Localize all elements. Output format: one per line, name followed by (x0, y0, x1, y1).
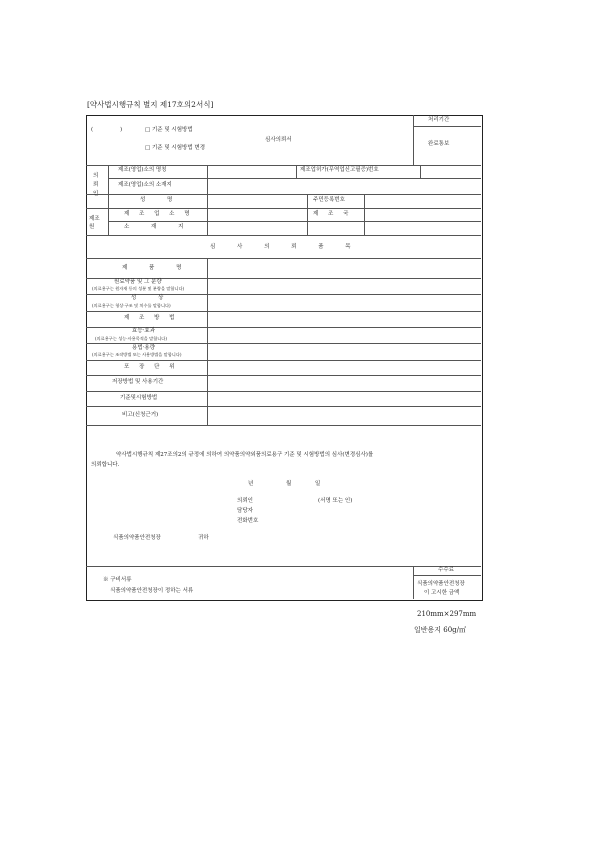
fee-value-line1: 식품의약품안전청장 (417, 581, 465, 587)
item-label-ingredients: 원료약품 및 그 분량 (114, 279, 162, 285)
packaging-input[interactable] (208, 361, 480, 374)
item-label-appearance: 성 상 (131, 295, 174, 301)
manufacturing-input[interactable] (208, 312, 480, 326)
docs-line: 식품의약품안전청장이 정하는 서류 (110, 588, 194, 594)
field-label-license-number: 제조업허가(무역업신고필증)번호 (300, 167, 379, 173)
footer-paper-type: 일반용지 60g/㎡ (414, 626, 467, 634)
remarks-input[interactable] (208, 407, 480, 424)
divider (413, 566, 414, 599)
item-label-manufacturing: 제 조 방 법 (124, 315, 179, 321)
form-header-title: [약사법시행규칙 별지 제17호의2서식] (87, 100, 214, 109)
divider (296, 165, 297, 178)
storage-input[interactable] (208, 376, 480, 390)
test-method-input[interactable] (208, 392, 480, 405)
divider (86, 235, 481, 236)
efficacy-input[interactable] (208, 328, 480, 342)
period-value: 완료통보 (428, 141, 450, 147)
item-note-appearance: (의료용구는 형상·구조 및 치수를 말합니다) (92, 303, 171, 308)
divider (413, 115, 414, 165)
item-label-remarks: 비고(신청근거) (122, 412, 159, 418)
item-note-efficacy: (의료용구는 성능·사용목적을 말합니다) (95, 336, 167, 341)
checkbox-standard-test-change[interactable]: □ 기준 및 시험방법 변경 (145, 145, 206, 151)
form-title: 심사의뢰서 (265, 137, 292, 143)
item-note-dosage: (의료용구는 조작방법 또는 사용방법을 말합니다) (92, 352, 182, 357)
paren-open: ( (91, 127, 94, 133)
docs-heading: ※ 구비서류 (103, 577, 132, 583)
fee-label: 수수료 (438, 567, 454, 573)
business-name-input[interactable] (208, 166, 295, 177)
period-label: 처리기간 (428, 117, 450, 123)
license-number-input[interactable] (421, 166, 480, 177)
date-day-label: 일 (315, 481, 321, 487)
applicant-side-label: 의뢰인 (93, 173, 99, 197)
item-label-packaging: 포 장 단 위 (124, 364, 179, 370)
divider (86, 566, 481, 567)
item-note-ingredients: (의료용구는 원자재 등의 성분 및 분량을 말합니다) (92, 286, 185, 291)
divider (108, 165, 109, 208)
paren-close: ) (120, 127, 123, 133)
signer-applicant-label: 의뢰인 (237, 498, 253, 504)
item-label-product-name: 제 품 명 (122, 265, 192, 271)
date-year-label: 년 (248, 481, 254, 487)
signer-person-label: 담당자 (237, 508, 253, 514)
addressee: 식품의약품안전청장 (113, 535, 161, 541)
item-label-dosage: 용법·용량 (132, 345, 156, 351)
maker-country-input[interactable] (365, 209, 480, 220)
divider (413, 575, 481, 576)
maker-name-input[interactable] (208, 209, 306, 220)
statement-line2: 의뢰합니다. (91, 462, 120, 468)
field-label-business-name: 제조(영업)소의 명칭 (118, 167, 167, 173)
item-label-test-method: 기준및시험방법 (120, 395, 158, 401)
statement-line1: 약사법시행규칙 제27조의2의 규정에 의하여 의약품의약외품의료용구 기준 및 시험방법의 심사(변경심사)를 (116, 452, 374, 458)
field-label-business-address: 제조(영업)소의 소재지 (118, 182, 172, 188)
name-input[interactable] (208, 195, 306, 207)
field-label-resident-number: 주민등록번호 (313, 197, 345, 203)
field-label-maker-address: 소 재 지 (124, 224, 194, 230)
checkbox-standard-test[interactable]: □ 기준 및 시험방법 (145, 127, 193, 133)
sign-note: (서명 또는 인) (318, 498, 353, 504)
divider (86, 425, 481, 426)
field-label-maker-country: 제 조 국 (313, 211, 353, 217)
business-address-input[interactable] (208, 179, 480, 193)
resident-number-input[interactable] (365, 195, 480, 207)
signer-phone-label: 전화번호 (237, 518, 259, 524)
item-label-efficacy: 효능·효과 (132, 328, 156, 334)
date-month-label: 월 (286, 481, 292, 487)
field-label-maker-name: 제 조 업 소 명 (124, 211, 194, 217)
divider (413, 126, 481, 127)
field-label-name: 성 명 (140, 197, 183, 203)
item-label-storage: 저장방법 및 사용기간 (112, 379, 164, 385)
section-title: 심 사 의 뢰 품 목 (210, 244, 361, 250)
footer-paper-size: 210mm×297mm (417, 610, 477, 618)
appearance-input[interactable] (208, 295, 480, 310)
dosage-input[interactable] (208, 344, 480, 359)
product-name-input[interactable] (208, 259, 480, 277)
fee-value-line2: 이 고시한 금액 (424, 590, 460, 596)
ingredients-input[interactable] (208, 279, 480, 293)
maker-address-input[interactable] (208, 222, 480, 234)
addressee-suffix: 귀하 (198, 535, 209, 541)
maker-side-label: 제조원 (89, 216, 100, 230)
